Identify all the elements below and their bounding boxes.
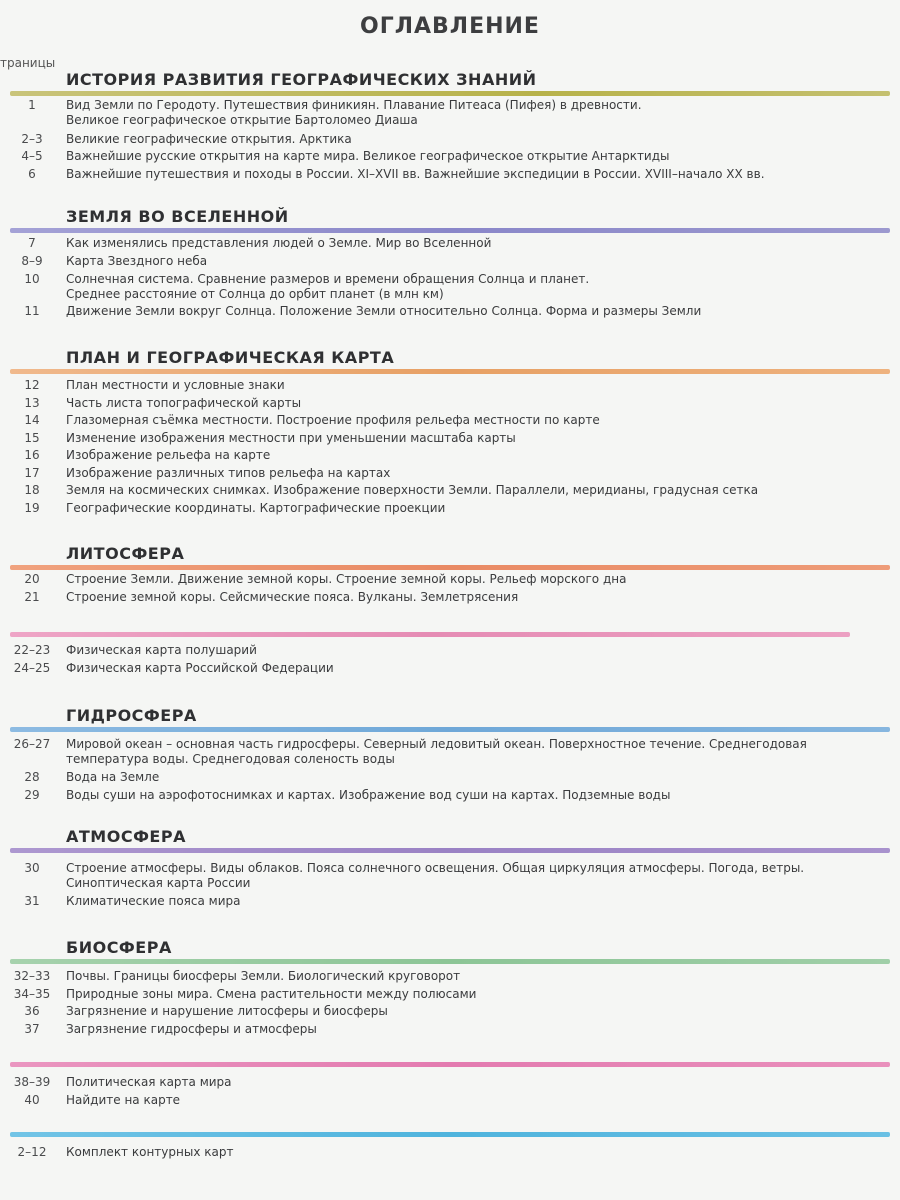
entry-text: Часть листа топографической карты <box>66 396 302 410</box>
entry-text: Вид Земли по Геродоту. Путешествия финикиян. Плавание Питеаса (Пифея) в древности. <box>66 98 642 112</box>
entry-text: Движение Земли вокруг Солнца. Положение Земли относительно Солнца. Форма и размеры Земли <box>66 304 702 318</box>
entry-text: Важнейшие путешествия и походы в России. XI–XVII вв. Важнейшие экспедиции в России. XVIII–начало XX вв. <box>66 167 765 181</box>
entry-text: Изображение различных типов рельефа на картах <box>66 466 391 480</box>
entry-text: Политическая карта мира <box>66 1075 232 1089</box>
section-title: ЗЕМЛЯ ВО ВСЕЛЕННОЙ <box>66 207 289 226</box>
entry-page: 14 <box>24 413 40 427</box>
entry-text: Комплект контурных карт <box>66 1145 234 1159</box>
entry-text-continued: Среднее расстояние от Солнца до орбит планет (в млн км) <box>66 287 444 301</box>
entry-text: Климатические пояса мира <box>66 894 241 908</box>
section-divider <box>10 565 890 570</box>
entry-page: 24–25 <box>13 661 51 675</box>
entry-page: 8–9 <box>21 254 43 268</box>
entry-page: 22–23 <box>13 643 51 657</box>
section-title: БИОСФЕРА <box>66 938 172 957</box>
entry-page: 37 <box>24 1022 40 1036</box>
entry-text: Вода на Земле <box>66 770 160 784</box>
entry-text: Загрязнение и нарушение литосферы и биосферы <box>66 1004 388 1018</box>
section-divider <box>10 632 850 637</box>
entry-page: 28 <box>24 770 40 784</box>
section-title: ИСТОРИЯ РАЗВИТИЯ ГЕОГРАФИЧЕСКИХ ЗНАНИЙ <box>66 70 537 89</box>
entry-page: 36 <box>24 1004 40 1018</box>
entry-text-continued: Великое географическое открытие Бартоломео Диаша <box>66 113 418 127</box>
entry-page: 1 <box>28 98 36 112</box>
entry-page: 38–39 <box>13 1075 51 1089</box>
entry-text: Изображение рельефа на карте <box>66 448 271 462</box>
entry-page: 7 <box>28 236 36 250</box>
section-divider <box>10 91 890 96</box>
page-title: ОГЛАВЛЕНИЕ <box>360 14 540 39</box>
entry-text: Загрязнение гидросферы и атмосферы <box>66 1022 317 1036</box>
entry-text-continued: Синоптическая карта России <box>66 876 251 890</box>
entry-text: Мировой океан – основная часть гидросферы. Северный ледовитый океан. Поверхностное течение. Среднегодовая <box>66 737 807 751</box>
entry-page: 19 <box>24 501 40 515</box>
entry-page: 6 <box>28 167 36 181</box>
entry-text-continued: температура воды. Среднегодовая соленость воды <box>66 752 395 766</box>
entry-page: 2–12 <box>17 1145 47 1159</box>
entry-text: План местности и условные знаки <box>66 378 285 392</box>
entry-page: 30 <box>24 861 40 875</box>
entry-text: Строение атмосферы. Виды облаков. Пояса солнечного освещения. Общая циркуляция атмосферы. Погода, ветры. <box>66 861 805 875</box>
entry-text: Как изменялись представления людей о Земле. Мир во Вселенной <box>66 236 492 250</box>
entry-text: Физическая карта полушарий <box>66 643 257 657</box>
entry-text: Физическая карта Российской Федерации <box>66 661 334 675</box>
section-divider <box>10 727 890 732</box>
section-title: ЛИТОСФЕРА <box>66 544 185 563</box>
entry-page: 20 <box>24 572 40 586</box>
entry-page: 31 <box>24 894 40 908</box>
entry-text: Важнейшие русские открытия на карте мира. Великое географическое открытие Антарктиды <box>66 149 670 163</box>
section-title: АТМОСФЕРА <box>66 827 186 846</box>
entry-text: Воды суши на аэрофотоснимках и картах. Изображение вод суши на картах. Подземные воды <box>66 788 671 802</box>
entry-page: 13 <box>24 396 40 410</box>
entry-page: 4–5 <box>21 149 43 163</box>
entry-text: Изменение изображения местности при уменьшении масштаба карты <box>66 431 516 445</box>
entry-page: 26–27 <box>13 737 51 751</box>
entry-text: Земля на космических снимках. Изображение поверхности Земли. Параллели, меридианы, градусная сетка <box>66 483 759 497</box>
entry-page: 17 <box>24 466 40 480</box>
section-divider <box>10 848 890 853</box>
entry-page: 12 <box>24 378 40 392</box>
entry-text: Глазомерная съёмка местности. Построение профиля рельефа местности по карте <box>66 413 600 427</box>
entry-text: Строение Земли. Движение земной коры. Строение земной коры. Рельеф морского дна <box>66 572 627 586</box>
entry-page: 18 <box>24 483 40 497</box>
entry-text: Найдите на карте <box>66 1093 181 1107</box>
entry-text: Природные зоны мира. Смена растительности между полюсами <box>66 987 477 1001</box>
entry-page: 11 <box>24 304 40 318</box>
section-title: ГИДРОСФЕРА <box>66 706 197 725</box>
entry-page: 2–3 <box>21 132 43 146</box>
section-divider <box>10 228 890 233</box>
section-title: ПЛАН И ГЕОГРАФИЧЕСКАЯ КАРТА <box>66 348 395 367</box>
section-divider <box>10 1062 890 1067</box>
entry-page: 16 <box>24 448 40 462</box>
entry-text: Великие географические открытия. Арктика <box>66 132 352 146</box>
entry-page: 15 <box>24 431 40 445</box>
entry-text: Карта Звездного неба <box>66 254 208 268</box>
entry-page: 34–35 <box>13 987 51 1001</box>
entry-page: 40 <box>24 1093 40 1107</box>
section-divider <box>10 369 890 374</box>
section-divider <box>10 1132 890 1137</box>
entry-page: 10 <box>24 272 40 286</box>
entry-page: 32–33 <box>13 969 51 983</box>
entry-page: 21 <box>24 590 40 604</box>
pages-column-label: траницы <box>0 56 56 70</box>
entry-page: 29 <box>24 788 40 802</box>
entry-text: Географические координаты. Картографические проекции <box>66 501 446 515</box>
entry-text: Солнечная система. Сравнение размеров и времени обращения Солнца и планет. <box>66 272 590 286</box>
entry-text: Строение земной коры. Сейсмические пояса. Вулканы. Землетрясения <box>66 590 519 604</box>
entry-text: Почвы. Границы биосферы Земли. Биологический круговорот <box>66 969 461 983</box>
section-divider <box>10 959 890 964</box>
